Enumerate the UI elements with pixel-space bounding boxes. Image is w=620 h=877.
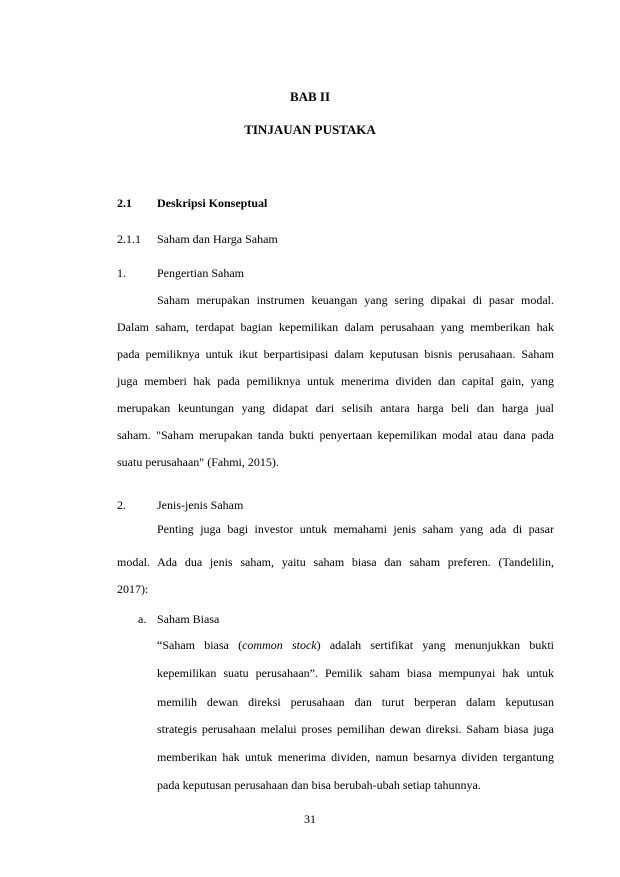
subsection-number: 2.1.1 — [117, 232, 141, 246]
paragraph-line: memberikan hak untuk menerima dividen, namun besarnya dividen tergantung — [157, 750, 554, 764]
paragraph-line: saham. "Saham merupakan tanda bukti penyertaan kepemilikan modal atau dana pada — [117, 428, 554, 442]
section-title: Deskripsi Konseptual — [157, 196, 268, 210]
paragraph-line: modal. Ada dua jenis saham, yaitu saham biasa dan saham preferen. (Tandelilin, — [117, 555, 554, 569]
paragraph-line: suatu perusahaan" (Fahmi, 2015). — [117, 455, 279, 469]
paragraph-line: pada pemiliknya untuk ikut berpartisipasi dalam keputusan bisnis perusahaan. Saham — [117, 347, 554, 361]
paragraph-line: juga memberi hak pada pemiliknya untuk menerima dividen dan capital gain, yang — [117, 374, 554, 388]
item-number: 2. — [117, 498, 126, 512]
quote-start: “Saham biasa ( — [157, 638, 243, 652]
chapter-label: BAB II — [289, 89, 331, 104]
item-number: 1. — [117, 266, 126, 280]
subitem-title: Saham Biasa — [157, 612, 220, 626]
quote-rest: ) adalah sertifikat yang menunjukkan bukti — [316, 638, 554, 652]
paragraph-line — [157, 638, 554, 653]
emphasis-term: common stock — [242, 638, 317, 652]
paragraph-line: 2017): — [117, 582, 149, 596]
item-title: Jenis-jenis Saham — [157, 498, 244, 512]
subsection-title: Saham dan Harga Saham — [157, 232, 278, 246]
item-title: Pengertian Saham — [157, 266, 244, 280]
paragraph-line: memilih dewan direksi perusahaan dan turut berperan dalam keputusan — [157, 695, 554, 709]
paragraph-line: strategis perusahaan melalui proses pemilihan dewan direksi. Saham biasa juga — [157, 722, 554, 736]
section-number: 2.1 — [117, 196, 132, 210]
paragraph-line: pada keputusan perusahaan dan bisa berubah-ubah setiap tahunnya. — [157, 778, 481, 792]
page-number: 31 — [304, 812, 316, 826]
paragraph-line: merupakan keuntungan yang didapat dari selisih antara harga beli dan harga jual — [117, 401, 554, 415]
paragraph-line: kepemilikan suatu perusahaan”. Pemilik saham biasa mempunyai hak untuk — [157, 666, 554, 680]
subitem-letter: a. — [138, 612, 147, 626]
paragraph-line: Saham merupakan instrumen keuangan yang sering dipakai di pasar modal. — [157, 293, 554, 307]
paragraph-line: Penting juga bagi investor untuk memahami jenis saham yang ada di pasar — [157, 522, 554, 536]
paragraph-line: Dalam saham, terdapat bagian kepemilikan dalam perusahaan yang memberikan hak — [117, 320, 554, 334]
chapter-title: TINJAUAN PUSTAKA — [244, 122, 376, 137]
